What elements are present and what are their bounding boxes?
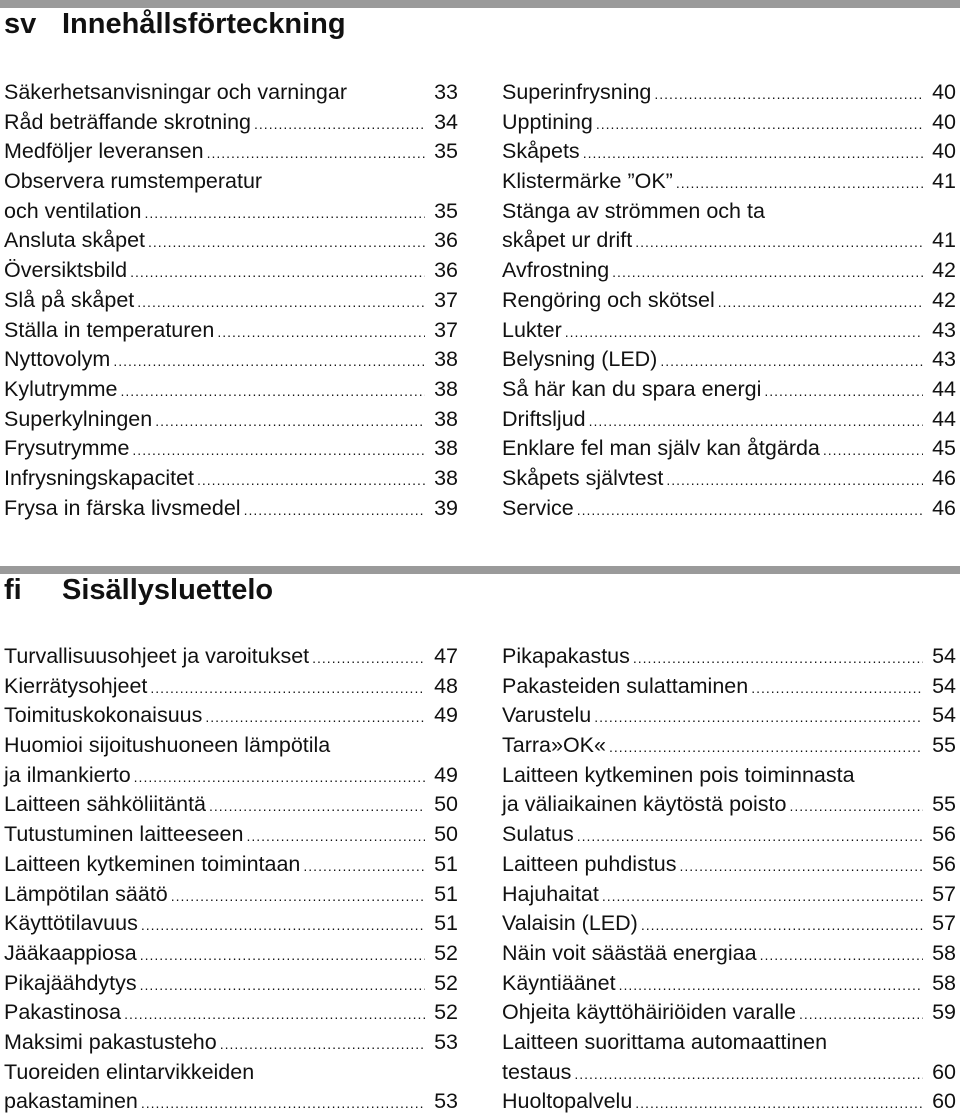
toc-entry-title: Toimituskokonaisuus xyxy=(4,703,203,728)
toc-column-left xyxy=(4,78,458,523)
toc-entry-title: testaus xyxy=(502,1059,572,1084)
toc-entry-page: 51 xyxy=(434,851,458,876)
toc-entry xyxy=(4,969,458,999)
toc-entry xyxy=(4,494,458,524)
toc-entry-page: 42 xyxy=(932,258,956,283)
toc-entry-title: Frysutrymme xyxy=(4,436,130,461)
leader-dots xyxy=(140,971,425,1001)
leader-dots xyxy=(577,496,923,526)
leader-dots xyxy=(244,496,425,526)
leader-dots xyxy=(120,377,425,407)
toc-entry-title: Pikajäähdytys xyxy=(4,970,137,995)
toc-entry xyxy=(502,731,956,761)
leader-dots xyxy=(633,644,923,674)
toc-entry-title: Stänga av strömmen och ta xyxy=(502,198,765,223)
toc-entry xyxy=(4,1028,458,1058)
section-title: Sisällysluettelo xyxy=(62,574,274,606)
toc-entry-page: 34 xyxy=(434,109,458,134)
toc-entry-title: Huomioi sijoitushuoneen lämpötila xyxy=(4,733,331,758)
toc-entry-title: Laitteen kytkeminen toimintaan xyxy=(4,851,301,876)
toc-entry-page: 38 xyxy=(434,376,458,401)
leader-dots xyxy=(574,1060,923,1090)
toc-entry xyxy=(4,761,458,791)
toc-entry-title: Maksimi pakastusteho xyxy=(4,1029,217,1054)
toc-entry-page: 59 xyxy=(932,1000,956,1025)
toc-entry-page: 55 xyxy=(932,792,956,817)
toc-entry-page: 38 xyxy=(434,465,458,490)
toc-entry xyxy=(502,880,956,910)
toc-entry-title: Tuoreiden elintarvikkeiden xyxy=(4,1059,255,1084)
leader-dots xyxy=(217,318,425,348)
toc-entry-page: 58 xyxy=(932,970,956,995)
toc-entry xyxy=(4,316,458,346)
leader-dots xyxy=(654,80,923,110)
toc-entry xyxy=(4,820,458,850)
leader-dots xyxy=(676,169,923,199)
leader-dots xyxy=(823,436,923,466)
toc-column-right xyxy=(502,78,956,523)
toc-entry-title: skåpet ur drift xyxy=(502,228,633,253)
toc-entry-page: 51 xyxy=(434,881,458,906)
toc-entry-title: ja ilmankierto xyxy=(4,762,131,787)
leader-dots xyxy=(246,822,425,852)
leader-dots xyxy=(303,852,425,882)
toc-entry-title: Medföljer leveransen xyxy=(4,139,204,164)
toc-entry xyxy=(4,850,458,880)
toc-entry-page: 51 xyxy=(434,911,458,936)
section-divider xyxy=(0,566,960,574)
toc-entry-title: Huoltopalvelu xyxy=(502,1089,633,1114)
toc-entry-page: 50 xyxy=(434,792,458,817)
toc-entry xyxy=(4,405,458,435)
leader-dots xyxy=(312,644,425,674)
leader-dots xyxy=(635,1089,923,1119)
toc-entry-title: Ansluta skåpet xyxy=(4,228,146,253)
leader-dots xyxy=(577,822,923,852)
toc-entry-title: Nyttovolym xyxy=(4,347,111,372)
toc-entry-title: Skåpets xyxy=(502,139,580,164)
toc-entry-title: Hajuhaitat xyxy=(502,881,599,906)
toc-entry xyxy=(502,939,956,969)
toc-entry xyxy=(4,1058,458,1088)
toc-entry xyxy=(502,286,956,316)
toc-entry xyxy=(502,701,956,731)
leader-dots xyxy=(612,258,923,288)
leader-dots xyxy=(150,674,425,704)
toc-entry-title: Superkylningen xyxy=(4,406,153,431)
toc-entry-title: Käyttötilavuus xyxy=(4,911,138,936)
toc-entry-page: 43 xyxy=(932,317,956,342)
toc-entry-page: 49 xyxy=(434,703,458,728)
toc-entry xyxy=(502,464,956,494)
toc-entry-title: Infrysningskapacitet xyxy=(4,465,195,490)
toc-entry xyxy=(4,375,458,405)
toc-entry-title: Observera rumstemperatur xyxy=(4,169,263,194)
toc-entry-page: 58 xyxy=(932,940,956,965)
toc-entry-title: Kylutrymme xyxy=(4,376,118,401)
leader-dots xyxy=(220,1030,425,1060)
toc-entry xyxy=(4,790,458,820)
toc-entry-title: Sulatus xyxy=(502,822,574,847)
toc-entry-title: Rengöring och skötsel xyxy=(502,287,715,312)
leader-dots xyxy=(589,407,923,437)
toc-entry-page: 44 xyxy=(932,406,956,431)
toc-entry-title: Laitteen kytkeminen pois toiminnasta xyxy=(502,762,855,787)
toc-entry xyxy=(4,880,458,910)
toc-entry-title: Laitteen suorittama automaattinen xyxy=(502,1029,828,1054)
section-header xyxy=(0,8,960,70)
toc-entry xyxy=(4,642,458,672)
toc-entry-title: Slå på skåpet xyxy=(4,287,135,312)
leader-dots xyxy=(134,763,425,793)
toc-entry xyxy=(4,1087,458,1117)
toc-entry-page: 55 xyxy=(932,733,956,758)
toc-entry xyxy=(4,256,458,286)
toc-entry xyxy=(4,434,458,464)
toc-entry xyxy=(502,790,956,820)
leader-dots xyxy=(209,792,425,822)
toc-entry xyxy=(4,672,458,702)
toc-entry-page: 39 xyxy=(434,495,458,520)
toc-entry-page: 56 xyxy=(932,851,956,876)
section-divider xyxy=(0,0,960,8)
toc-entry xyxy=(502,226,956,256)
toc-entry-title: Upptining xyxy=(502,109,593,134)
language-code: sv xyxy=(4,8,37,40)
toc-entry-title: Driftsljud xyxy=(502,406,586,431)
toc-entry xyxy=(502,672,956,702)
leader-dots xyxy=(130,258,425,288)
toc-column-left xyxy=(4,642,458,1117)
leader-dots xyxy=(148,228,425,258)
toc-entry-page: 49 xyxy=(434,762,458,787)
toc-entry xyxy=(4,197,458,227)
leader-dots xyxy=(751,674,923,704)
toc-entry xyxy=(4,137,458,167)
leader-dots xyxy=(641,911,923,941)
leader-dots xyxy=(254,110,425,140)
toc-entry xyxy=(502,256,956,286)
toc-entry xyxy=(502,850,956,880)
toc-entry xyxy=(502,405,956,435)
toc-entry-page: 40 xyxy=(932,109,956,134)
toc-entry-title: och ventilation xyxy=(4,198,142,223)
toc-entry-title: Ohjeita käyttöhäiriöiden varalle xyxy=(502,1000,796,1025)
toc-entry-title: Valaisin (LED) xyxy=(502,911,638,936)
leader-dots xyxy=(113,347,425,377)
toc-entry xyxy=(502,108,956,138)
toc-entry-page: 45 xyxy=(932,436,956,461)
toc-entry xyxy=(502,998,956,1028)
toc-entry xyxy=(4,939,458,969)
toc-entry xyxy=(502,316,956,346)
toc-entry-page: 53 xyxy=(434,1089,458,1114)
toc-entry-title: Så här kan du spara energi xyxy=(502,376,762,401)
toc-entry-page: 35 xyxy=(434,198,458,223)
toc-entry-page: 54 xyxy=(932,644,956,668)
toc-entry-title: Belysning (LED) xyxy=(502,347,658,372)
toc-entry-page: 57 xyxy=(932,911,956,936)
toc-column-right xyxy=(502,642,956,1117)
toc-entry-page: 40 xyxy=(932,80,956,104)
toc-entry xyxy=(4,108,458,138)
toc-entry xyxy=(502,137,956,167)
leader-dots xyxy=(635,228,923,258)
toc-entry xyxy=(4,345,458,375)
toc-entry-title: Säkerhetsanvisningar och varningar xyxy=(4,80,348,104)
toc-entry xyxy=(502,375,956,405)
section-title: Innehållsförteckning xyxy=(62,8,346,40)
toc-entry xyxy=(502,197,956,227)
toc-entry xyxy=(4,286,458,316)
leader-dots xyxy=(594,703,923,733)
toc-entry-title: pakastaminen xyxy=(4,1089,138,1114)
toc-entry-page: 41 xyxy=(932,169,956,194)
leader-dots xyxy=(760,941,923,971)
leader-dots xyxy=(609,733,923,763)
toc-entry xyxy=(502,820,956,850)
toc-entry-title: Laitteen puhdistus xyxy=(502,851,677,876)
toc-entry xyxy=(502,434,956,464)
toc-entry xyxy=(4,998,458,1028)
toc-entry-page: 38 xyxy=(434,347,458,372)
leader-dots xyxy=(197,466,425,496)
toc-entry-page: 36 xyxy=(434,228,458,253)
toc-entry-page: 54 xyxy=(932,673,956,698)
toc-entry-title: Kierrätysohjeet xyxy=(4,673,148,698)
toc-entry-page: 52 xyxy=(434,970,458,995)
leader-dots xyxy=(789,792,923,822)
toc-entry-page: 38 xyxy=(434,436,458,461)
leader-dots xyxy=(144,199,425,229)
toc-entry-page: 36 xyxy=(434,258,458,283)
toc-entry-title: Råd beträffande skrotning xyxy=(4,109,252,134)
toc-entry-title: Jääkaappiosa xyxy=(4,940,137,965)
toc-entry-page: 52 xyxy=(434,1000,458,1025)
toc-entry-page: 44 xyxy=(932,376,956,401)
language-code: fi xyxy=(4,574,22,606)
toc-entry-title: Enklare fel man själv kan åtgärda xyxy=(502,436,820,461)
leader-dots xyxy=(141,911,425,941)
toc-entry xyxy=(502,345,956,375)
leader-dots xyxy=(799,1000,923,1030)
toc-entry-page: 43 xyxy=(932,347,956,372)
toc-entry xyxy=(502,1087,956,1117)
toc-entry-title: Skåpets självtest xyxy=(502,465,664,490)
toc-entry-title: Lämpötilan säätö xyxy=(4,881,168,906)
toc-entry-title: Näin voit säästää energiaa xyxy=(502,940,757,965)
leader-dots xyxy=(565,318,923,348)
toc-entry-title: Lukter xyxy=(502,317,562,342)
toc-entry-title: Frysa in färska livsmedel xyxy=(4,495,241,520)
leader-dots xyxy=(137,288,425,318)
toc-entry-page: 46 xyxy=(932,465,956,490)
toc-entry-page: 42 xyxy=(932,287,956,312)
leader-dots xyxy=(602,882,923,912)
toc-entry xyxy=(502,494,956,524)
toc-entry xyxy=(502,78,956,108)
toc-entry-page: 37 xyxy=(434,287,458,312)
toc-entry-page: 48 xyxy=(434,673,458,698)
toc-entry-page: 52 xyxy=(434,940,458,965)
toc-entry-title: Varustelu xyxy=(502,703,592,728)
leader-dots xyxy=(660,347,923,377)
section-header xyxy=(0,574,960,636)
leader-dots xyxy=(132,436,425,466)
leader-dots xyxy=(140,941,425,971)
toc-entry xyxy=(4,909,458,939)
toc-entry xyxy=(4,78,458,108)
toc-entry-page: 41 xyxy=(932,228,956,253)
toc-entry-title: Käyntiäänet xyxy=(502,970,616,995)
toc-entry-title: ja väliaikainen käytöstä poisto xyxy=(502,792,787,817)
leader-dots xyxy=(124,1000,425,1030)
toc-entry-title: Pakasteiden sulattaminen xyxy=(502,673,749,698)
toc-entry-page: 38 xyxy=(434,406,458,431)
toc-section-sv xyxy=(0,0,960,520)
toc-entry-page: 37 xyxy=(434,317,458,342)
toc-entry-page: 33 xyxy=(434,80,458,104)
toc-entry-page: 54 xyxy=(932,703,956,728)
leader-dots xyxy=(155,407,425,437)
toc-entry-title: Översiktsbild xyxy=(4,258,128,283)
toc-entry xyxy=(4,464,458,494)
toc-entry-page: 46 xyxy=(932,495,956,520)
toc-entry-page: 56 xyxy=(932,822,956,847)
toc-entry-page: 53 xyxy=(434,1029,458,1054)
leader-dots xyxy=(171,882,425,912)
leader-dots xyxy=(141,1089,425,1119)
leader-dots xyxy=(207,139,425,169)
toc-entry xyxy=(502,761,956,791)
toc-entry-page: 57 xyxy=(932,881,956,906)
leader-dots xyxy=(583,139,923,169)
toc-entry-title: Turvallisuusohjeet ja varoitukset xyxy=(4,644,310,668)
toc-entry-page: 40 xyxy=(932,139,956,164)
toc-entry-title: Pakastinosa xyxy=(4,1000,122,1025)
toc-entry-page: 50 xyxy=(434,822,458,847)
toc-entry xyxy=(4,731,458,761)
toc-entry xyxy=(4,701,458,731)
toc-entry xyxy=(502,909,956,939)
leader-dots xyxy=(619,971,923,1001)
toc-entry-title: Pikapakastus xyxy=(502,644,630,668)
toc-entry xyxy=(502,642,956,672)
toc-entry xyxy=(502,167,956,197)
toc-entry-page: 35 xyxy=(434,139,458,164)
toc-entry-page: 60 xyxy=(932,1089,956,1114)
toc-entry xyxy=(502,1028,956,1058)
toc-entry-title: Service xyxy=(502,495,574,520)
toc-entry-title: Ställa in temperaturen xyxy=(4,317,215,342)
toc-entry-title: Superinfrysning xyxy=(502,80,652,104)
toc-entry xyxy=(4,167,458,197)
leader-dots xyxy=(205,703,425,733)
toc-entry-page: 60 xyxy=(932,1059,956,1084)
leader-dots xyxy=(596,110,923,140)
toc-entry xyxy=(4,226,458,256)
toc-entry-title: Avfrostning xyxy=(502,258,610,283)
toc-entry-title: Tarra»OK« xyxy=(502,733,606,758)
toc-entry-title: Laitteen sähköliitäntä xyxy=(4,792,207,817)
toc-entry xyxy=(502,969,956,999)
leader-dots xyxy=(680,852,923,882)
toc-section-fi xyxy=(0,566,960,1114)
toc-entry-title: Klistermärke ”OK” xyxy=(502,169,673,194)
toc-entry-title: Tutustuminen laitteeseen xyxy=(4,822,244,847)
leader-dots xyxy=(764,377,923,407)
leader-dots xyxy=(718,288,923,318)
toc-entry-page: 47 xyxy=(434,644,458,668)
toc-entry xyxy=(502,1058,956,1088)
leader-dots xyxy=(666,466,923,496)
